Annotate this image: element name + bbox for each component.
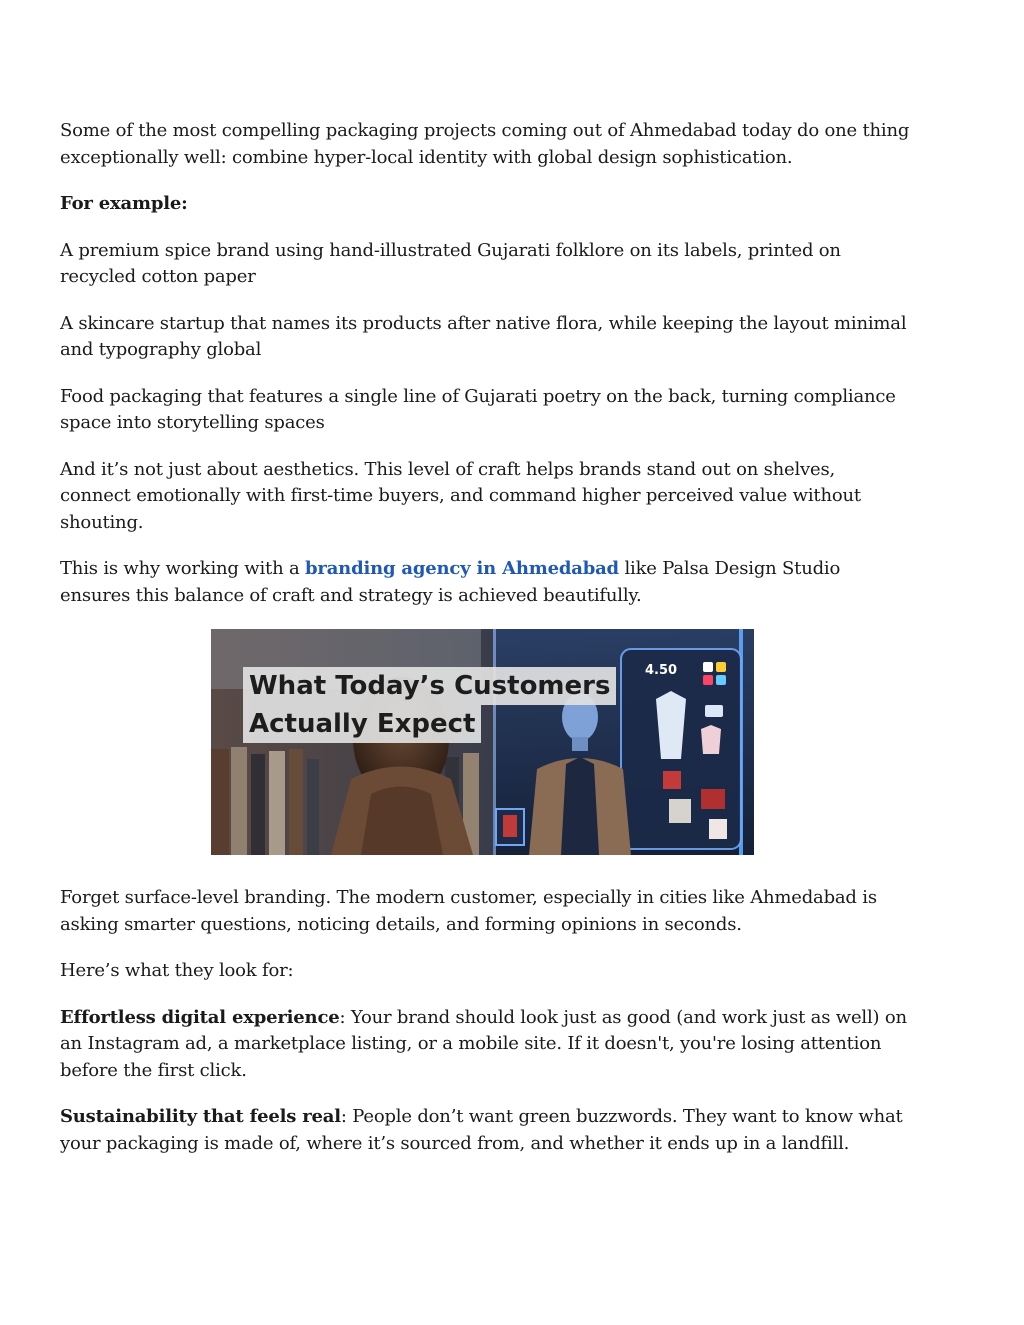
- image-title: [243, 667, 616, 743]
- agency-text-before: This is why working with a: [60, 558, 306, 579]
- paragraph-skincare: A skincare startup that names its products after native flora, while keeping the layout minimal and typography global: [60, 312, 907, 360]
- paragraph-forget-branding: Forget surface-level branding. The modern customer, especially in cities like Ahmedabad is asking smarter questions, noticing details, and forming opinions in seconds.: [60, 887, 877, 935]
- paragraph-aesthetics: And it’s not just about aesthetics. This level of craft helps brands stand out on shelves, connect emotionally with first-time buyers, and command higher perceived value without shouting.: [60, 458, 861, 533]
- paragraph-agency: [60, 556, 910, 609]
- branding-agency-link[interactable]: branding agency in Ahmedabad: [305, 558, 619, 579]
- customers-expect-image: [211, 629, 754, 855]
- paragraph-food-packaging: Food packaging that features a single line of Gujarati poetry on the back, turning compliance space into storytelling spaces: [60, 385, 896, 433]
- document-body: [60, 118, 910, 1177]
- agency-text-after: like Palsa Design Studio ensures this balance of craft and strategy is achieved beautifully.: [60, 558, 841, 606]
- paragraph-look-for: Here’s what they look for:: [60, 960, 294, 981]
- sustainability-heading: Sustainability that feels real: [60, 1106, 341, 1127]
- paragraph-intro: Some of the most compelling packaging projects coming out of Ahmedabad today do one thing exceptionally well: combine hyper-local identity with global design sophistication.: [60, 120, 910, 168]
- price-tag: 4.50: [645, 663, 678, 678]
- digital-experience-text: : Your brand should look just as good (and work just as well) on an Instagram ad, a marketplace listing, or a mobile site. If it doesn't, you're losing attention before the first click.: [60, 1006, 907, 1081]
- sustainability-text: : People don’t want green buzzwords. They want to know what your packaging is made of, where it’s sourced from, and whether it ends up in a landfill.: [60, 1106, 903, 1154]
- paragraph-spice-brand: A premium spice brand using hand-illustrated Gujarati folklore on its labels, printed on recycled cotton paper: [60, 239, 841, 287]
- image-title-line1: What Today’s Customers: [243, 667, 616, 705]
- digital-experience-heading: Effortless digital experience: [60, 1006, 340, 1028]
- paragraph-for-example: For example:: [60, 193, 188, 214]
- paragraph-digital-experience: [60, 1005, 910, 1085]
- image-title-line2: Actually Expect: [243, 705, 481, 743]
- paragraph-sustainability: [60, 1104, 910, 1157]
